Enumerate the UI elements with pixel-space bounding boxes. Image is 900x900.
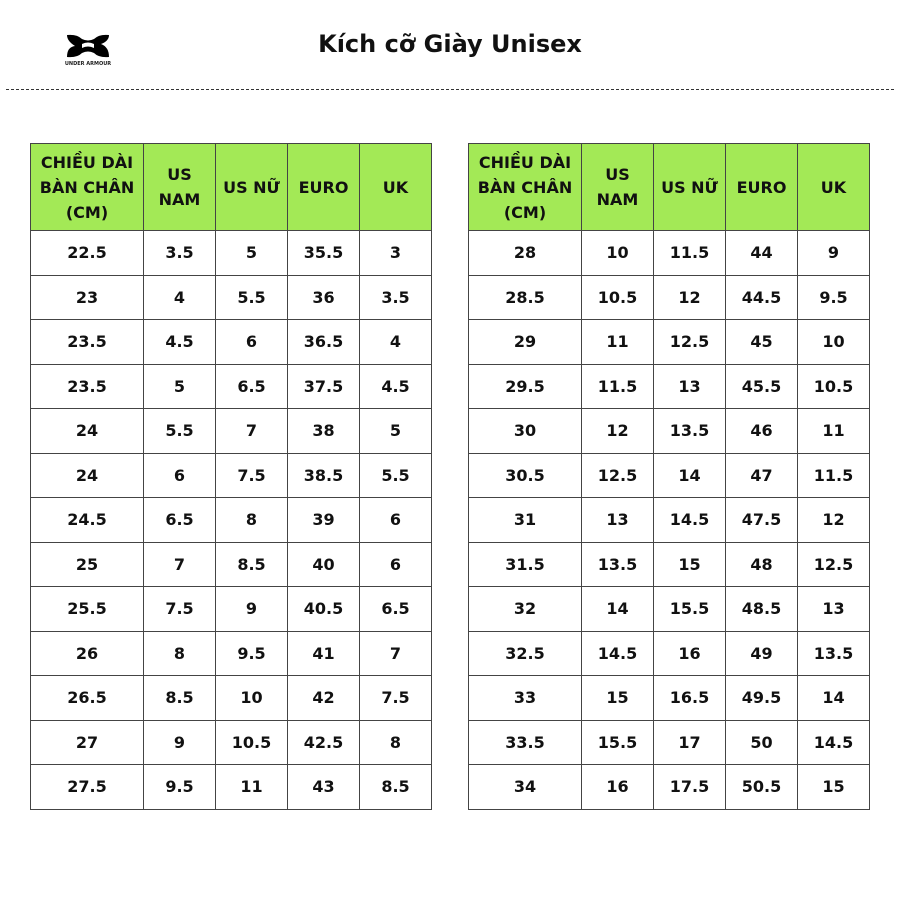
table-cell: 7 xyxy=(216,409,288,454)
table-cell: 50.5 xyxy=(726,765,798,810)
column-header: CHIỀU DÀI BÀN CHÂN (CM) xyxy=(31,144,144,231)
table-cell: 16 xyxy=(582,765,654,810)
table-cell: 45 xyxy=(726,320,798,365)
under-armour-logo-icon xyxy=(65,33,111,59)
table-cell: 6 xyxy=(360,542,432,587)
table-cell: 33 xyxy=(469,676,582,721)
table-row xyxy=(31,409,432,454)
table-cell: 28 xyxy=(469,231,582,276)
table-cell: 7.5 xyxy=(360,676,432,721)
table-cell: 10.5 xyxy=(798,364,870,409)
table-cell: 14.5 xyxy=(654,498,726,543)
table-cell: 29 xyxy=(469,320,582,365)
table-cell: 26 xyxy=(31,631,144,676)
table-cell: 8 xyxy=(144,631,216,676)
table-cell: 13 xyxy=(582,498,654,543)
table-cell: 11.5 xyxy=(582,364,654,409)
table-cell: 13.5 xyxy=(654,409,726,454)
table-cell: 8.5 xyxy=(360,765,432,810)
table-cell: 44 xyxy=(726,231,798,276)
table-cell: 49.5 xyxy=(726,676,798,721)
table-cell: 40.5 xyxy=(288,587,360,632)
table-row xyxy=(469,409,870,454)
table-cell: 30 xyxy=(469,409,582,454)
table-cell: 10.5 xyxy=(582,275,654,320)
table-cell: 27.5 xyxy=(31,765,144,810)
table-cell: 22.5 xyxy=(31,231,144,276)
table-cell: 48.5 xyxy=(726,587,798,632)
table-row xyxy=(469,720,870,765)
table-row xyxy=(469,765,870,810)
table-cell: 16.5 xyxy=(654,676,726,721)
column-header: UK xyxy=(360,144,432,231)
table-cell: 34 xyxy=(469,765,582,810)
table-cell: 45.5 xyxy=(726,364,798,409)
table-cell: 13 xyxy=(654,364,726,409)
table-cell: 14.5 xyxy=(582,631,654,676)
table-cell: 10 xyxy=(582,231,654,276)
table-row xyxy=(469,676,870,721)
table-row xyxy=(31,364,432,409)
table-cell: 15.5 xyxy=(582,720,654,765)
table-cell: 7.5 xyxy=(216,453,288,498)
table-cell: 32.5 xyxy=(469,631,582,676)
column-header: US NAM xyxy=(144,144,216,231)
table-cell: 6 xyxy=(216,320,288,365)
table-cell: 13 xyxy=(798,587,870,632)
table-cell: 5 xyxy=(360,409,432,454)
column-header: US NAM xyxy=(582,144,654,231)
table-cell: 8 xyxy=(216,498,288,543)
table-cell: 24 xyxy=(31,453,144,498)
table-row xyxy=(469,453,870,498)
table-cell: 5 xyxy=(216,231,288,276)
table-row xyxy=(469,320,870,365)
table-cell: 5.5 xyxy=(360,453,432,498)
table-cell: 9.5 xyxy=(216,631,288,676)
table-cell: 12.5 xyxy=(654,320,726,365)
table-cell: 15 xyxy=(654,542,726,587)
table-cell: 5 xyxy=(144,364,216,409)
table-cell: 24 xyxy=(31,409,144,454)
table-cell: 14 xyxy=(654,453,726,498)
table-cell: 38.5 xyxy=(288,453,360,498)
table-cell: 32 xyxy=(469,587,582,632)
table-cell: 23 xyxy=(31,275,144,320)
table-cell: 6.5 xyxy=(144,498,216,543)
table-row xyxy=(469,542,870,587)
table-cell: 14.5 xyxy=(798,720,870,765)
table-cell: 7.5 xyxy=(144,587,216,632)
table-cell: 10.5 xyxy=(216,720,288,765)
table-cell: 23.5 xyxy=(31,320,144,365)
table-cell: 5.5 xyxy=(144,409,216,454)
table-cell: 17 xyxy=(654,720,726,765)
table-cell: 6.5 xyxy=(360,587,432,632)
table-cell: 36 xyxy=(288,275,360,320)
table-cell: 9 xyxy=(144,720,216,765)
table-cell: 11 xyxy=(798,409,870,454)
table-cell: 6 xyxy=(144,453,216,498)
page-title: Kích cỡ Giày Unisex xyxy=(318,30,582,58)
dashed-divider xyxy=(6,89,894,90)
table-cell: 11 xyxy=(216,765,288,810)
table-cell: 10 xyxy=(798,320,870,365)
table-cell: 25 xyxy=(31,542,144,587)
header-row xyxy=(31,144,432,231)
table-cell: 24.5 xyxy=(31,498,144,543)
table-cell: 3.5 xyxy=(360,275,432,320)
table-cell: 14 xyxy=(582,587,654,632)
table-cell: 5.5 xyxy=(216,275,288,320)
table-cell: 17.5 xyxy=(654,765,726,810)
column-header: UK xyxy=(798,144,870,231)
table-cell: 6 xyxy=(360,498,432,543)
table-row xyxy=(31,453,432,498)
table-cell: 12.5 xyxy=(798,542,870,587)
table-cell: 4 xyxy=(360,320,432,365)
table-cell: 3 xyxy=(360,231,432,276)
table-cell: 11.5 xyxy=(798,453,870,498)
table-cell: 12 xyxy=(582,409,654,454)
table-cell: 39 xyxy=(288,498,360,543)
column-header: EURO xyxy=(726,144,798,231)
table-cell: 38 xyxy=(288,409,360,454)
table-cell: 16 xyxy=(654,631,726,676)
table-cell: 8.5 xyxy=(144,676,216,721)
table-row xyxy=(469,231,870,276)
logo-text: UNDER ARMOUR xyxy=(64,61,112,67)
table-cell: 9.5 xyxy=(798,275,870,320)
table-cell: 8.5 xyxy=(216,542,288,587)
table-cell: 7 xyxy=(144,542,216,587)
table-row xyxy=(31,765,432,810)
table-row xyxy=(31,587,432,632)
table-cell: 15.5 xyxy=(654,587,726,632)
table-cell: 46 xyxy=(726,409,798,454)
table-cell: 36.5 xyxy=(288,320,360,365)
table-cell: 29.5 xyxy=(469,364,582,409)
table-cell: 12 xyxy=(798,498,870,543)
table-cell: 12.5 xyxy=(582,453,654,498)
table-cell: 13.5 xyxy=(582,542,654,587)
table-cell: 44.5 xyxy=(726,275,798,320)
table-cell: 30.5 xyxy=(469,453,582,498)
table-row xyxy=(31,631,432,676)
table-cell: 25.5 xyxy=(31,587,144,632)
table-cell: 37.5 xyxy=(288,364,360,409)
table-row xyxy=(469,498,870,543)
table-cell: 4 xyxy=(144,275,216,320)
header-row xyxy=(469,144,870,231)
table-cell: 42.5 xyxy=(288,720,360,765)
column-header: US NỮ xyxy=(654,144,726,231)
table-row xyxy=(31,275,432,320)
table-cell: 8 xyxy=(360,720,432,765)
table-cell: 9.5 xyxy=(144,765,216,810)
table-row xyxy=(469,364,870,409)
column-header: CHIỀU DÀI BÀN CHÂN (CM) xyxy=(469,144,582,231)
table-cell: 10 xyxy=(216,676,288,721)
table-cell: 23.5 xyxy=(31,364,144,409)
table-cell: 43 xyxy=(288,765,360,810)
table-row xyxy=(469,631,870,676)
table-cell: 14 xyxy=(798,676,870,721)
table-cell: 4.5 xyxy=(360,364,432,409)
table-row xyxy=(469,275,870,320)
table-cell: 4.5 xyxy=(144,320,216,365)
table-row xyxy=(31,320,432,365)
table-cell: 31.5 xyxy=(469,542,582,587)
table-cell: 50 xyxy=(726,720,798,765)
table-row xyxy=(31,498,432,543)
table-cell: 33.5 xyxy=(469,720,582,765)
table-row xyxy=(469,587,870,632)
table-cell: 15 xyxy=(798,765,870,810)
table-cell: 47 xyxy=(726,453,798,498)
brand-logo xyxy=(58,33,118,67)
table-cell: 11.5 xyxy=(654,231,726,276)
table-row xyxy=(31,231,432,276)
table-cell: 7 xyxy=(360,631,432,676)
table-cell: 47.5 xyxy=(726,498,798,543)
column-header: US NỮ xyxy=(216,144,288,231)
table-cell: 9 xyxy=(216,587,288,632)
table-cell: 11 xyxy=(582,320,654,365)
table-row xyxy=(31,720,432,765)
table-cell: 49 xyxy=(726,631,798,676)
table-cell: 41 xyxy=(288,631,360,676)
size-table-right xyxy=(468,143,870,810)
table-cell: 42 xyxy=(288,676,360,721)
table-cell: 9 xyxy=(798,231,870,276)
table-cell: 27 xyxy=(31,720,144,765)
table-cell: 31 xyxy=(469,498,582,543)
table-cell: 3.5 xyxy=(144,231,216,276)
table-row xyxy=(31,542,432,587)
table-cell: 35.5 xyxy=(288,231,360,276)
size-table-left xyxy=(30,143,432,810)
table-row xyxy=(31,676,432,721)
table-cell: 6.5 xyxy=(216,364,288,409)
table-cell: 13.5 xyxy=(798,631,870,676)
table-cell: 15 xyxy=(582,676,654,721)
table-cell: 12 xyxy=(654,275,726,320)
table-cell: 28.5 xyxy=(469,275,582,320)
table-cell: 48 xyxy=(726,542,798,587)
column-header: EURO xyxy=(288,144,360,231)
table-cell: 26.5 xyxy=(31,676,144,721)
table-cell: 40 xyxy=(288,542,360,587)
